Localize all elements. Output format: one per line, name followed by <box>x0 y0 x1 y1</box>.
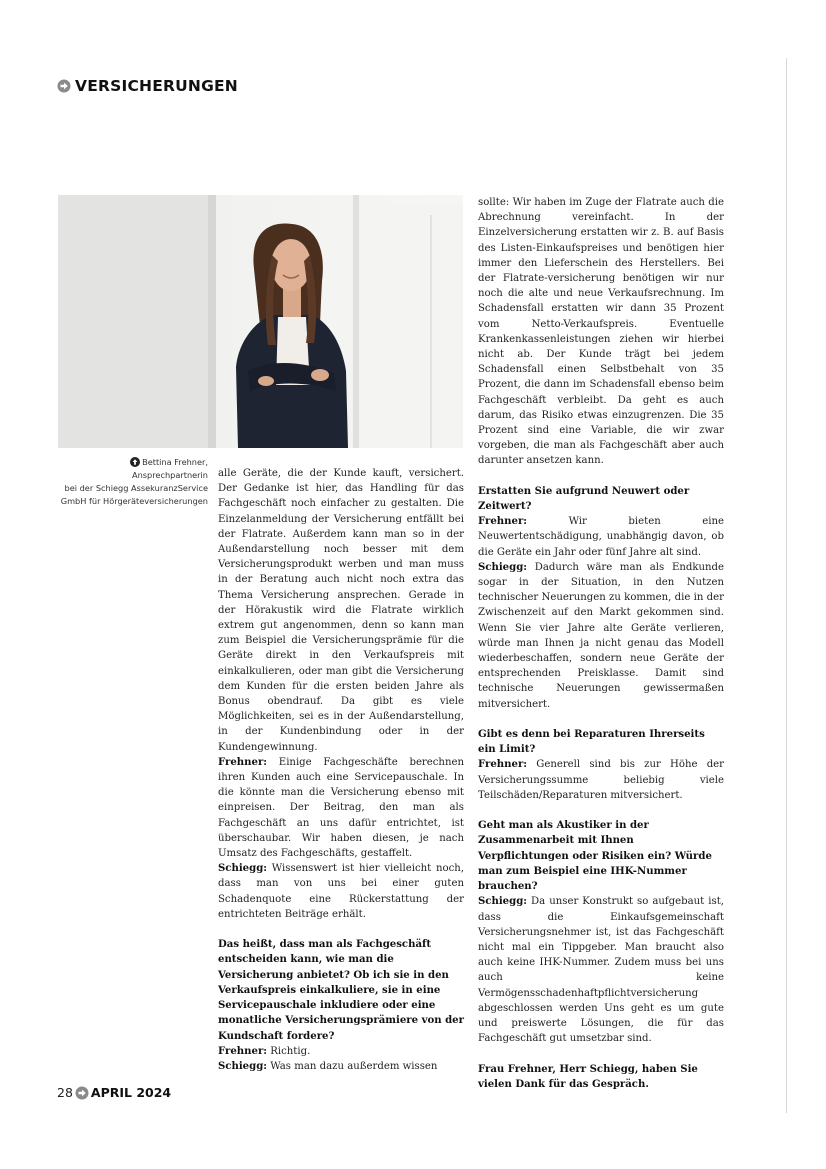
page-number: 28 <box>57 1085 73 1100</box>
answer-text: Wissenswert ist hier vielleicht noch, dass man von uns bei einer guten Schadenquote eine Rückerstattung der entrichteten Beiträge erhält. <box>218 863 465 920</box>
arrow-right-circle-icon <box>57 79 71 93</box>
answer-text: Generell sind bis zur Höhe der Versicherungssumme beliebig viele Teilschäden/Reparaturen mitversichert. <box>478 759 725 801</box>
interview-question: Geht man als Akustiker in der Zusammenarbeit mit Ihnen Verpflichtungen oder Risiken ein? Würde man zum Beispiel eine IHK-Nummer brauchen? <box>478 819 712 893</box>
issue-date: APRIL 2024 <box>90 1085 172 1100</box>
speaker-label: Schiegg: <box>218 862 268 875</box>
speaker-label: Frehner: <box>478 515 528 528</box>
speaker-label: Frehner: <box>218 1044 268 1057</box>
arrow-right-circle-icon <box>75 1086 89 1100</box>
paragraph <box>478 514 724 560</box>
page-footer <box>57 1085 171 1100</box>
answer-text: Da unser Konstrukt so aufgebaut ist, dass die Einkaufsgemeinschaft Versicherungsnehmer ist, ist das Fachgeschäft nicht mal ein Tippgeber. Man braucht also auch keine IHK-Nummer. Zudem muss bei uns auch keine Vermögensschadenhaftpflichtversicherung abgeschlossen werden Uns geht es um gute und preiswerte Lösungen, die für das Fachgeschäft gut umsetzbar sind. <box>478 896 724 1045</box>
speaker-label: Frehner: <box>218 755 268 768</box>
speaker-label: Schiegg: <box>218 1059 268 1072</box>
paragraph <box>218 1059 464 1074</box>
speaker-label: Frehner: <box>478 758 528 771</box>
paragraph <box>218 1044 464 1059</box>
paragraph <box>218 861 464 922</box>
paragraph <box>478 894 724 1046</box>
interview-question: Das heißt, dass man als Fachgeschäft entscheiden kann, wie man die Versicherung anbietet? Ob ich sie in den Verkaufspreis einkalkuliere, sie in eine Servicepauschale inkludiere oder eine monatliche Versicherungsprämiere von der Kundschaft fordere? <box>218 938 464 1042</box>
answer-text: Was man dazu außerdem wissen <box>270 1060 438 1072</box>
portrait-photo <box>58 195 463 448</box>
caption-line-3: GmbH für Hörgeräteversicherungen <box>60 496 208 506</box>
speaker-label: Schiegg: <box>478 895 528 908</box>
section-title: VERSICHERUNGEN <box>75 77 238 95</box>
interview-question: Gibt es denn bei Reparaturen Ihrerseits ein Limit? <box>478 728 705 756</box>
answer-text: Dadurch wäre man als Endkunde sogar in der Situation, in den Nutzen technischer Neuerungen zu kommen, die in der Zwischenzeit auf den Markt gekommen sind. Wenn Sie vier Jahre alte Geräte verlieren, würde man Ihnen ja nicht genau das Modell wiederbeschaffen, sondern neue Geräte der entsprechenden Preisklasse. Damit sind technische Neuerungen gewissermaßen mitversichert. <box>478 561 724 710</box>
caption-line-1: Bettina Frehner, Ansprechpartnerin <box>131 457 208 480</box>
caption-line-2: bei der Schiegg AssekuranzService <box>64 483 208 493</box>
text-column-right <box>478 195 724 1092</box>
answer-text: Einige Fachgeschäfte berechnen ihren Kunden auch eine Servicepauschale. In die könnte man die Versicherung ebenso mit einpreisen. Der Beitrag, den man als Fachgeschäft an uns dafür entrichtet, ist überschaubar. Wir haben diesen, je nach Umsatz des Fachgeschäfts, gestaffelt. <box>218 756 464 860</box>
paragraph: sollte: Wir haben im Zuge der Flatrate auch die Abrechnung vereinfacht. In der Einzelversicherung erstatten wir z. B. auf Basis des Listen-Einkaufspreises und benötigen hier immer den Lieferschein des Herstellers. Bei der Flatrate-versicherung benötigen wir nur noch die alte und neue Verkaufsrechnung. Im Schadensfall erstatten wir dann 35 Prozent vom Netto-Verkaufspreis. Eventuelle Krankenkassenleistungen ziehen wir hierbei nicht ab. Der Kunde trägt bei jedem Schadensfall einen Selbstbehalt von 35 Prozent, die dann im Schadensfall ebenso beim Fachgeschäft verbleibt. Da geht es auch darum, das Risiko etwas einzugrenzen. Die 35 Prozent sind eine Variable, die wir zwar vorgeben, die man als Fachgeschäft aber auch darunter ansetzen kann. <box>478 197 724 467</box>
section-header <box>57 77 238 95</box>
paragraph <box>218 755 464 861</box>
page-margin-rule <box>786 58 787 1113</box>
paragraph <box>478 560 724 712</box>
paragraph <box>478 757 724 803</box>
answer-text: Richtig. <box>270 1045 311 1057</box>
answer-text: Wir bieten eine Neuwertentschädigung, unabhängig davon, ob die Geräte ein Jahr oder fünf Jahre alt sind. <box>478 516 725 558</box>
closing-question: Frau Frehner, Herr Schiegg, haben Sie vielen Dank für das Gespräch. <box>478 1062 698 1090</box>
interview-question: Erstatten Sie aufgrund Neuwert oder Zeitwert? <box>478 484 690 513</box>
photo-caption <box>58 456 208 508</box>
camera-icon <box>130 457 140 467</box>
text-column-left <box>218 466 464 1074</box>
speaker-label: Schiegg: <box>478 560 528 573</box>
paragraph: alle Geräte, die der Kunde kauft, versichert. Der Gedanke ist hier, das Handling für das Fachgeschäft noch einfacher zu gestalten. Die Einzelanmeldung der Versicherung entfällt bei der Flatrate. Außerdem kann man so in der Außendarstellung noch besser mit dem Versicherungsprodukt werben und man muss in der Beratung auch nicht noch extra das Thema Versicherung ansprechen. Gerade in der Hörakustik wird die Flatrate wirklich extrem gut angenommen, denn so kann man zum Beispiel die Versicherungsprämie für die Geräte direkt in den Verkaufspreis mit einkalkulieren, oder man gibt die Versicherung dem Kunden für die ersten beiden Jahre als Bonus obendrauf. Da gibt es viele Möglichkeiten, sei es in der Außendarstellung, in der Kundenbindung oder in der Kundengewinnung. <box>218 468 464 753</box>
